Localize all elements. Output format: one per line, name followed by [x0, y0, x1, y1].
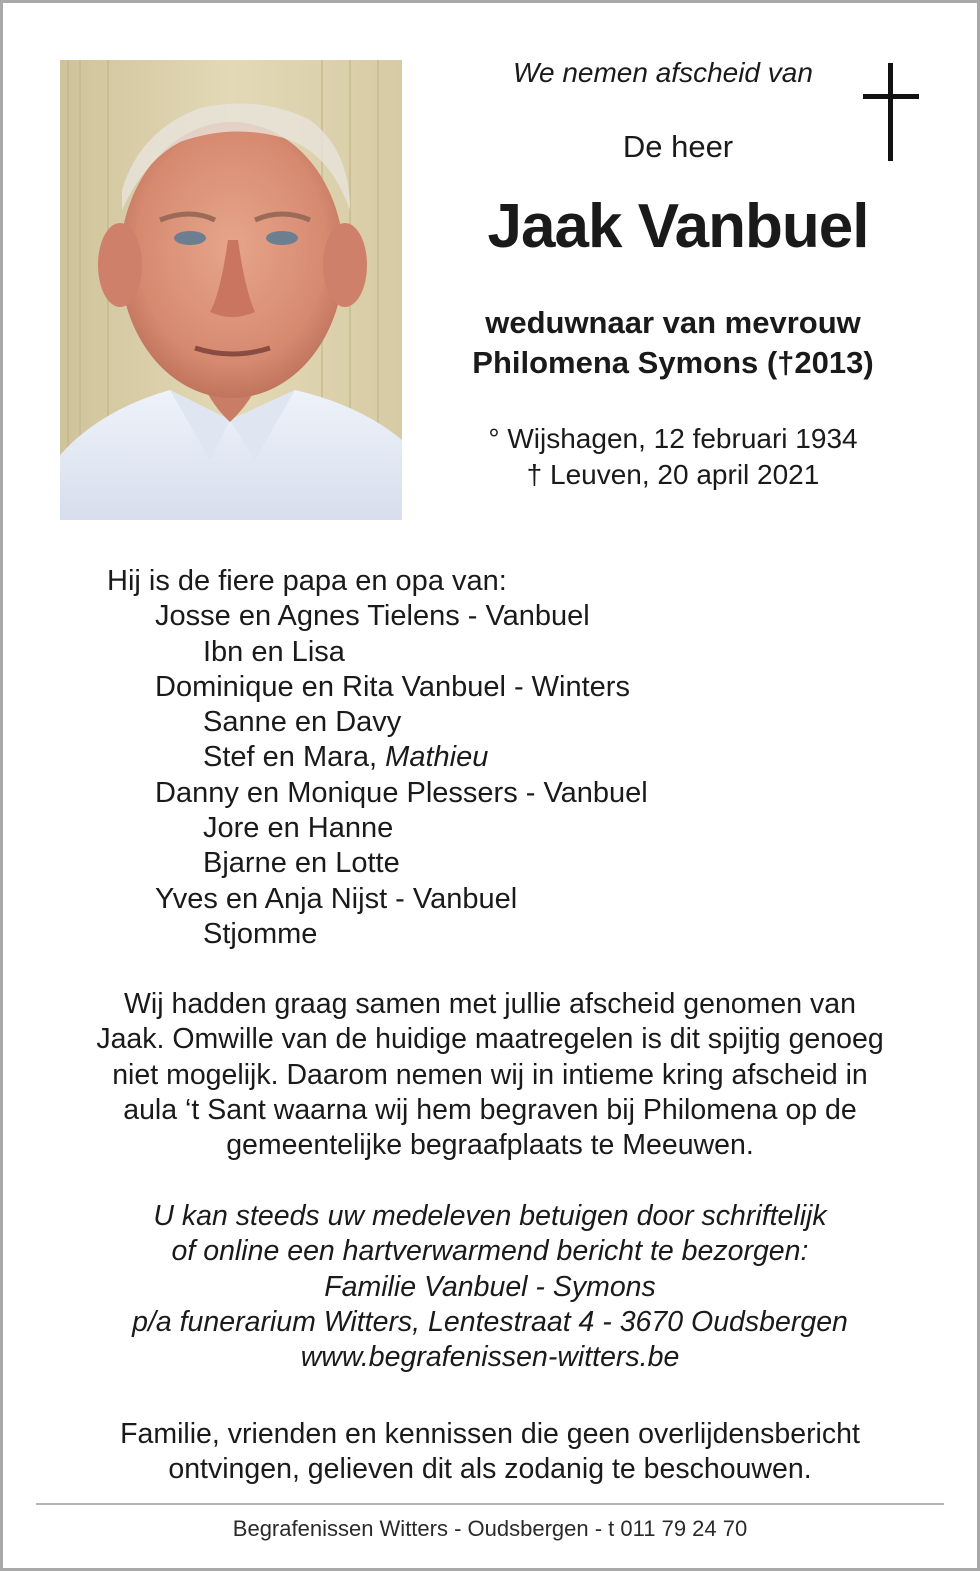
notice-line: Familie, vrienden en kennissen die geen overlijdensbericht — [120, 1418, 860, 1450]
family-parents: Josse en Agnes Tielens - Vanbuel — [155, 600, 590, 633]
website-link[interactable]: www.begrafenissen-witters.be — [300, 1341, 680, 1374]
honorific: De heer — [622, 129, 734, 164]
birth-date: ° Wijshagen, 12 februari 1934 — [488, 423, 858, 454]
footer-contact: Begrafenissen Witters - Oudsbergen - t 011 79 24 70 — [232, 1516, 748, 1541]
family-parents: Dominique en Rita Vanbuel - Winters — [155, 670, 630, 703]
deceased-name: Jaak Vanbuel — [487, 192, 869, 261]
family-grandchildren — [107, 740, 648, 775]
condolence-line: U kan steeds uw medeleven betuigen door schriftelijk — [153, 1200, 827, 1232]
family-grandchildren: Stjomme — [203, 917, 318, 950]
spouse-info — [423, 303, 923, 383]
message-line: gemeentelijke begraafplaats te Meeuwen. — [226, 1129, 754, 1162]
condolence-info — [43, 1199, 937, 1375]
spouse-line-2: Philomena Symons (†2013) — [472, 345, 874, 380]
family-grandchildren: Sanne en Davy — [203, 706, 402, 739]
great-grandchild-name: Mathieu — [385, 741, 489, 774]
footer-divider — [36, 1503, 944, 1505]
family-list — [107, 564, 648, 952]
message-line: Jaak. Omwille van de huidige maatregelen is dit spijtig genoeg — [96, 1023, 884, 1056]
family-grandchildren: Jore en Hanne — [203, 812, 394, 845]
grandchildren-names: Stef en Mara, — [203, 741, 386, 774]
family-heading: Hij is de fiere papa en opa van: — [107, 565, 507, 597]
family-parents: Yves en Anja Nijst - Vanbuel — [155, 882, 518, 915]
life-dates — [423, 421, 923, 493]
funeral-home-address: p/a funerarium Witters, Lentestraat 4 - 3670 Oudsbergen — [132, 1305, 848, 1338]
portrait-photo — [60, 60, 402, 520]
death-date: † Leuven, 20 april 2021 — [526, 459, 820, 490]
farewell-message — [43, 987, 937, 1163]
family-address-name: Familie Vanbuel - Symons — [324, 1270, 656, 1303]
message-line: aula ‘t Sant waarna wij hem begraven bij Philomena op de — [123, 1093, 857, 1126]
notice-line: ontvingen, gelieven dit als zodanig te beschouwen. — [168, 1453, 812, 1486]
family-parents: Danny en Monique Plessers - Vanbuel — [155, 776, 648, 809]
notice-text — [43, 1417, 937, 1488]
intro-text: We nemen afscheid van — [513, 57, 813, 88]
message-line: Wij hadden graag samen met jullie afscheid genomen van — [124, 988, 856, 1020]
portrait-image — [60, 60, 402, 520]
spouse-line-1: weduwnaar van mevrouw — [485, 305, 861, 340]
family-grandchildren: Bjarne en Lotte — [203, 847, 400, 880]
family-grandchildren: Ibn en Lisa — [203, 635, 345, 668]
message-line: niet mogelijk. Daarom nemen wij in intieme kring afscheid in — [112, 1058, 868, 1091]
condolence-line: of online een hartverwarmend bericht te bezorgen: — [171, 1235, 809, 1268]
